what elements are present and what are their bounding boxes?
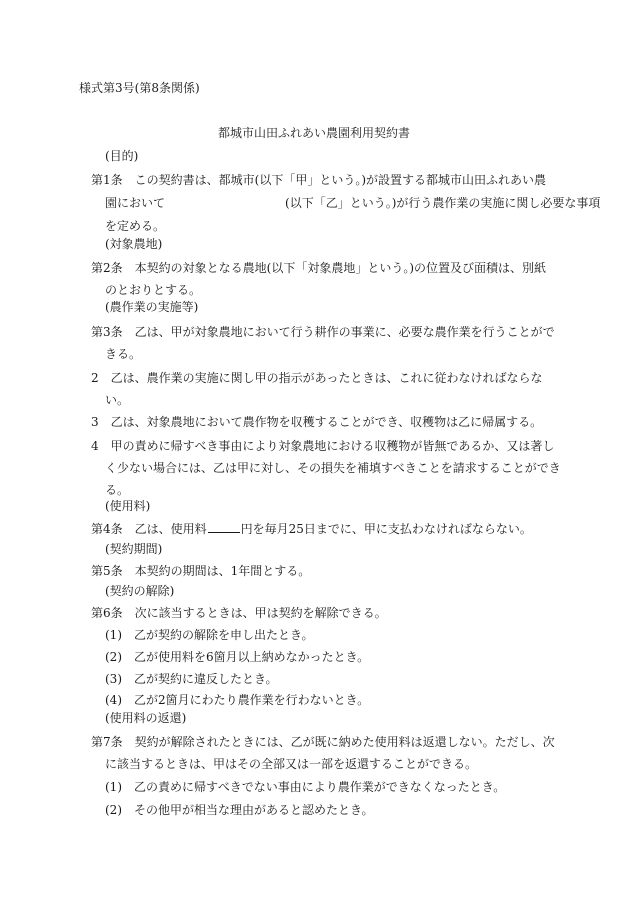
article-2-line-1: 第2条 本契約の対象となる農地(以下「対象農地」という。)の位置及び面積は、別紙 [91, 261, 547, 275]
form-label: 様式第3号(第8条関係) [79, 81, 200, 95]
article-7-item-2: (2) その他甲が相当な理由があると認めたとき。 [105, 803, 374, 817]
article-7-item-1: (1) 乙の責めに帰すべきでない事由により農作業ができなくなったとき。 [105, 780, 506, 794]
article-3-line-1: 第3条 乙は、甲が対象農地において行う耕作の事業に、必要な農作業を行うことがで [91, 325, 555, 339]
article-1-line-2 [105, 195, 600, 211]
article-4-line-1 [91, 521, 532, 537]
article-6-item-1: (1) 乙が契約の解除を申し出たとき。 [105, 628, 314, 642]
article-3-heading: (農作業の実施等) [105, 300, 199, 314]
article-7-line-2: に該当するときは、甲はその全部又は一部を返還することができる。 [105, 757, 478, 771]
article-6-heading: (契約の解除) [105, 584, 175, 598]
article-2-heading: (対象農地) [105, 237, 163, 251]
article-7-line-1: 第7条 契約が解除されたときには、乙が既に納めた使用料は返還しない。ただし、次 [91, 735, 555, 749]
article-7-heading: (使用料の返還) [105, 711, 187, 725]
article-3-para-4-line-3: る。 [105, 483, 130, 497]
article-1-line-3: を定める。 [105, 219, 166, 233]
article-2-line-2: のとおりとする。 [105, 283, 202, 297]
article-4-heading: (使用料) [105, 499, 151, 513]
article-6-line-1: 第6条 次に該当するときは、甲は契約を解除できる。 [91, 606, 387, 620]
article-3-para-4-line-1: 4 甲の責めに帰すべき事由により対象農地における収穫物が皆無であるか、又は著し [91, 439, 555, 453]
fee-amount-blank [208, 521, 240, 533]
article-3-line-2: きる。 [105, 347, 142, 361]
article-5-line-1: 第5条 本契約の期間は、1年間とする。 [91, 564, 311, 578]
article-6-item-2: (2) 乙が使用料を6箇月以上納めなかったとき。 [105, 650, 370, 664]
article-1-line-1: 第1条 この契約書は、都城市(以下「甲」という。)が設置する都城市山田ふれあい農 [91, 173, 547, 187]
article-3-para-4-line-2: く少ない場合には、乙は甲に対し、その損失を補填すべきことを請求することができ [105, 461, 561, 475]
article-1-heading: (目的) [105, 149, 139, 163]
article-3-para-2-line-2: い。 [105, 393, 130, 407]
article-4-line-1a: 第4条 乙は、使用料 [91, 522, 207, 536]
article-5-heading: (契約期間) [105, 542, 163, 556]
document-title: 都城市山田ふれあい農園利用契約書 [218, 126, 411, 140]
article-4-line-1b: 円を毎月25日までに、甲に支払わなければならない。 [240, 522, 532, 536]
article-6-item-4: (4) 乙が2箇月にわたり農作業を行わないとき。 [105, 693, 370, 707]
article-3-para-3-line-1: 3 乙は、対象農地において農作物を収穫することができ、収穫物は乙に帰属する。 [91, 415, 543, 429]
article-3-para-2-line-1: 2 乙は、農作業の実施に関し甲の指示があったときは、これに従わなければならな [91, 371, 543, 385]
article-1-line-2a: 園において [105, 196, 166, 210]
article-1-line-2b: (以下「乙」という。)が行う農作業の実施に関し必要な事項 [285, 196, 601, 210]
article-6-item-3: (3) 乙が契約に違反したとき。 [105, 672, 278, 686]
